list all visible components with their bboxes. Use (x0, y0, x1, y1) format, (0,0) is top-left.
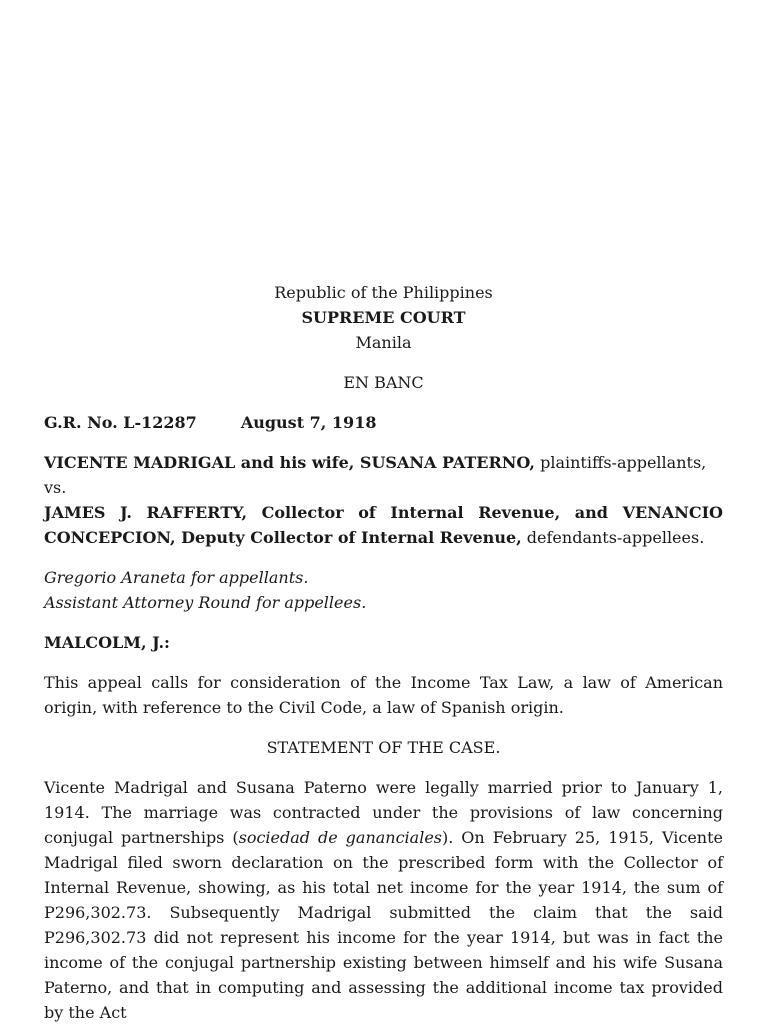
counsel-appellees: Assistant Attorney Round for appellees. (44, 593, 367, 612)
statement-text-2: ). On February 25, 1915, Vicente Madrigal filed sworn declaration on the prescribed form with the Collector of Internal Revenue, showing, as his total net income for the year 1914, the sum of P296,302.73. Subsequently Madrigal submitted the claim that the said P296,302.73 did not represent his income for the year 1914, but was in fact the income of the conjugal partnership existing between himself and his wife Susana Paterno, and that in computing and assessing the additional income tax provided by the Act (44, 828, 723, 1022)
counsel-block (44, 565, 723, 615)
defendants-line (44, 500, 723, 550)
plaintiffs-line (44, 450, 723, 475)
statement-paragraph (44, 775, 723, 1025)
defendants-role: defendants-appellees. (521, 528, 705, 547)
defendants-names: JAMES J. RAFFERTY, Collector of Internal Revenue, and VENANCIO CONCEPCION, Deputy Collector of Internal Revenue, (44, 503, 723, 547)
counsel-appellants: Gregorio Araneta for appellants. (44, 568, 309, 587)
decision-date: August 7, 1918 (240, 413, 377, 432)
statement-text-1: Vicente Madrigal and Susana Paterno were legally married prior to January 1, 1914. The marriage was contracted under the provisions of law concerning conjugal partnerships ( (44, 778, 723, 847)
plaintiffs-role: plaintiffs-appellants, (535, 453, 707, 472)
decision-page (44, 280, 723, 1025)
case-parties (44, 450, 723, 550)
division-label: EN BANC (343, 373, 424, 392)
ponente: MALCOLM, J.: (44, 633, 170, 652)
gr-number: G.R. No. L-12287 (44, 413, 197, 432)
court-header (44, 280, 723, 355)
versus-label: vs. (44, 478, 67, 497)
section-heading: STATEMENT OF THE CASE. (266, 738, 501, 757)
intro-paragraph: This appeal calls for consideration of the Income Tax Law, a law of American origin, with reference to the Civil Code, a law of Spanish origin. (44, 673, 723, 717)
court-city: Manila (355, 333, 412, 352)
statement-italic-term: sociedad de gananciales (238, 828, 443, 847)
court-name: SUPREME COURT (301, 308, 466, 327)
case-number-row (44, 410, 723, 435)
plaintiffs-names: VICENTE MADRIGAL and his wife, SUSANA PATERNO, (44, 453, 535, 472)
republic-line: Republic of the Philippines (274, 283, 493, 302)
